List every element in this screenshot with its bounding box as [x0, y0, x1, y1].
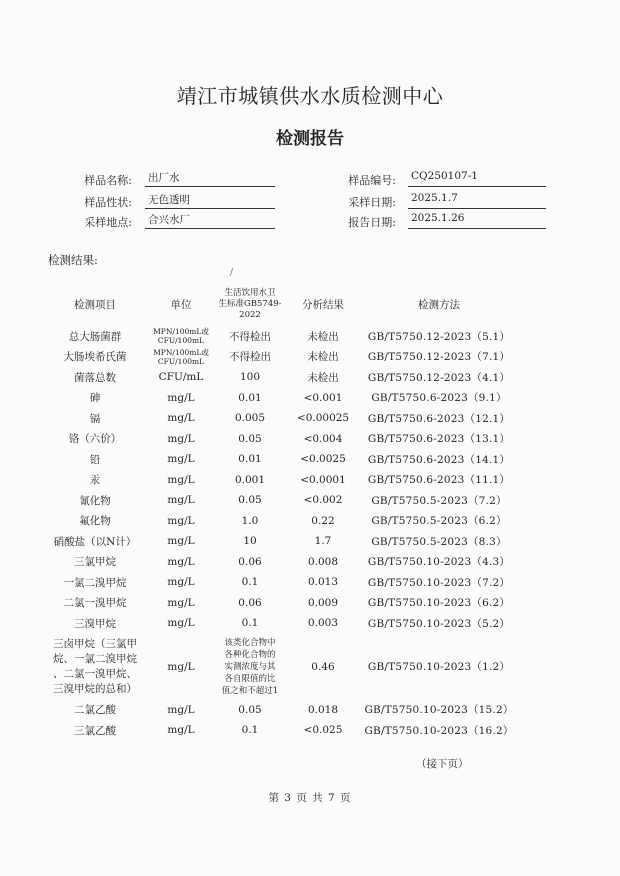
method-cell: GB/T5750.12-2023（5.1） [367, 330, 511, 343]
item-cell: 氟化物 [79, 515, 111, 528]
item-line: 烷、一氯二溴甲烷 [53, 652, 137, 665]
report-date-value: 2025.1.26 [408, 212, 546, 229]
unit-cell: mg/L [167, 535, 195, 548]
result-cell: <0.002 [303, 494, 343, 507]
item-cell: 二氯乙酸 [74, 704, 116, 717]
method-cell: GB/T5750.6-2023（12.1） [367, 412, 511, 425]
table-row [40, 388, 520, 409]
standard-cell: 0.005 [234, 412, 266, 425]
table-row [40, 700, 520, 721]
unit-cell [150, 326, 212, 347]
method-cell: GB/T5750.5-2023（8.3） [371, 535, 507, 548]
sample-nature-value: 无色透明 [145, 192, 275, 209]
standard-header-line: 生活饮用水卫 [224, 287, 276, 298]
standard-line: 该类化合物中 [224, 637, 276, 648]
result-cell: 0.018 [307, 703, 339, 716]
sample-id-label: 样品编号: [348, 174, 396, 187]
report-date-label: 报告日期: [348, 216, 396, 229]
table-row [40, 634, 520, 700]
standard-line: 各种化合物的 [224, 649, 276, 660]
unit-cell: mg/L [167, 494, 195, 507]
result-cell: <0.0001 [300, 473, 346, 486]
info-row-1 [0, 170, 620, 190]
item-line: 三卤甲烷（三氯甲 [53, 637, 137, 650]
item-cell: 三溴甲烷 [74, 617, 116, 630]
item-cell: 汞 [89, 474, 101, 487]
table-row [40, 429, 520, 450]
table-row [40, 511, 520, 532]
standard-cell: 0.06 [238, 596, 262, 609]
standard-cell: 10 [243, 535, 257, 548]
result-cell: <0.001 [303, 391, 343, 404]
result-cell: 未检出 [307, 351, 339, 364]
column-header-standard [212, 282, 288, 326]
sampling-date-label: 采样日期: [348, 196, 396, 209]
method-cell: GB/T5750.10-2023（7.2） [367, 576, 511, 589]
standard-cell: 0.001 [234, 473, 266, 486]
method-cell: GB/T5750.6-2023（13.1） [367, 433, 511, 446]
unit-cell: mg/L [167, 391, 195, 404]
column-header-item: 检测项目 [74, 298, 116, 311]
column-header-unit: 单位 [170, 298, 192, 311]
result-cell: <0.00025 [296, 412, 350, 425]
item-cell: 硝酸盐（以N计） [53, 535, 137, 548]
item-line: 、二氯一溴甲烷、 [53, 667, 137, 680]
standard-cell: 0.1 [241, 724, 259, 737]
results-table [40, 282, 520, 741]
sample-id-value: CQ250107-1 [408, 170, 546, 187]
continued-note: （接下页） [416, 758, 469, 770]
method-cell: GB/T5750.10-2023（1.2） [367, 661, 511, 673]
result-cell: 未检出 [307, 330, 339, 343]
table-row [40, 449, 520, 470]
report-title: 检测报告 [276, 129, 344, 149]
item-cell: 二氯一溴甲烷 [63, 597, 127, 610]
standard-cell: 0.1 [241, 576, 259, 589]
result-cell: 0.46 [311, 660, 335, 673]
standard-cell: 0.05 [238, 494, 262, 507]
standard-cell: 100 [239, 371, 261, 384]
standard-line: 实测浓度与其 [224, 661, 276, 672]
table-row [40, 572, 520, 593]
result-cell: 0.009 [307, 596, 339, 609]
item-cell: 铬（六价） [68, 433, 122, 446]
method-cell: GB/T5750.6-2023（11.1） [367, 474, 511, 487]
standard-cell: 不得检出 [229, 330, 271, 343]
info-row-2 [0, 192, 620, 212]
standard-cell [212, 634, 288, 700]
unit-cell: mg/L [167, 453, 195, 466]
table-row [40, 470, 520, 491]
unit-cell: mg/L [167, 412, 195, 425]
unit-cell: mg/L [167, 724, 195, 737]
method-cell: GB/T5750.12-2023（4.1） [367, 371, 511, 384]
method-cell: GB/T5750.5-2023（7.2） [371, 494, 507, 507]
column-header-result: 分析结果 [302, 298, 344, 311]
method-cell: GB/T5750.6-2023（9.1） [371, 392, 507, 405]
table-row [40, 347, 520, 368]
result-cell: 0.008 [307, 555, 339, 568]
item-cell: 三氯乙酸 [74, 724, 116, 737]
sampling-location-label: 采样地点: [84, 216, 132, 229]
method-cell: GB/T5750.6-2023（14.1） [367, 453, 511, 466]
result-cell: <0.004 [303, 432, 343, 445]
table-row [40, 593, 520, 614]
item-cell [40, 634, 150, 700]
method-cell: GB/T5750.10-2023（5.2） [367, 617, 511, 630]
item-cell: 菌落总数 [74, 371, 116, 384]
method-cell: GB/T5750.10-2023（15.2） [364, 704, 514, 717]
table-header-row [40, 282, 520, 326]
standard-cell: 1.0 [241, 514, 259, 527]
standard-cell: 0.05 [238, 703, 262, 716]
result-cell: <0.0025 [300, 453, 346, 466]
item-cell: 三氯甲烷 [74, 556, 116, 569]
unit-cell: CFU/mL [158, 371, 204, 384]
unit-line: MPN/100mL或 [153, 347, 209, 357]
method-cell: GB/T5750.5-2023（6.2） [371, 515, 507, 528]
table-row [40, 490, 520, 511]
item-cell: 一氯二溴甲烷 [63, 576, 127, 589]
item-cell: 砷 [89, 392, 101, 405]
unit-cell: mg/L [167, 617, 195, 630]
standard-cell: 0.01 [238, 453, 262, 466]
item-cell: 大肠埃希氏菌 [63, 351, 127, 364]
column-header-method: 检测方法 [418, 298, 460, 311]
standard-cell: 不得检出 [229, 351, 271, 364]
unit-line: CFU/100mL [157, 336, 205, 346]
standard-cell: 0.05 [238, 432, 262, 445]
standard-cell: 0.1 [241, 617, 259, 630]
table-row [40, 531, 520, 552]
unit-line: CFU/100mL [157, 356, 205, 366]
sample-name-value: 出厂水 [145, 170, 275, 187]
method-cell: GB/T5750.10-2023（4.3） [367, 556, 511, 569]
result-cell: 0.003 [307, 617, 339, 630]
unit-cell: mg/L [167, 514, 195, 527]
stray-mark: / [230, 268, 234, 278]
unit-cell: mg/L [167, 596, 195, 609]
unit-cell: mg/L [167, 555, 195, 568]
item-cell: 总大肠菌群 [68, 330, 122, 343]
unit-cell [150, 347, 212, 368]
organization-title: 靖江市城镇供水水质检测中心 [176, 84, 444, 108]
page-number: 第 3 页 共 7 页 [268, 792, 352, 804]
sample-name-label: 样品名称: [84, 174, 132, 187]
method-cell: GB/T5750.10-2023（6.2） [367, 597, 511, 610]
sample-nature-label: 样品性状: [84, 196, 132, 209]
item-cell: 铅 [89, 453, 101, 466]
result-cell: 0.22 [311, 514, 335, 527]
table-row [40, 552, 520, 573]
sampling-date-value: 2025.1.7 [408, 192, 546, 209]
sampling-location-value: 合兴水厂 [145, 212, 275, 229]
unit-cell: mg/L [167, 660, 195, 673]
standard-cell: 0.06 [238, 555, 262, 568]
item-line: 三溴甲烷的总和） [53, 682, 137, 695]
unit-cell: mg/L [167, 703, 195, 716]
sample-info-block [0, 170, 620, 230]
item-cell: 氰化物 [79, 494, 111, 507]
standard-header-line: 2022 [239, 309, 261, 320]
result-cell: 0.013 [307, 576, 339, 589]
unit-cell: mg/L [167, 432, 195, 445]
result-cell: 未检出 [307, 371, 339, 384]
method-cell: GB/T5750.10-2023（16.2） [364, 724, 514, 737]
info-row-3 [0, 212, 620, 232]
standard-cell: 0.01 [238, 391, 262, 404]
result-cell: 1.7 [314, 535, 332, 548]
result-cell: <0.025 [303, 724, 343, 737]
unit-cell: mg/L [167, 576, 195, 589]
standard-line: 各自限值的比 [224, 673, 276, 684]
table-row [40, 326, 520, 347]
table-row [40, 408, 520, 429]
standard-header-line: 生标准GB5749- [218, 298, 282, 309]
standard-line: 值之和不超过1 [221, 685, 279, 696]
table-row [40, 613, 520, 634]
results-section-label: 检测结果: [48, 253, 98, 267]
unit-line: MPN/100mL或 [153, 327, 209, 337]
item-cell: 镉 [89, 412, 101, 425]
table-row [40, 720, 520, 741]
unit-cell: mg/L [167, 473, 195, 486]
method-cell: GB/T5750.12-2023（7.1） [367, 351, 511, 364]
table-row [40, 367, 520, 388]
